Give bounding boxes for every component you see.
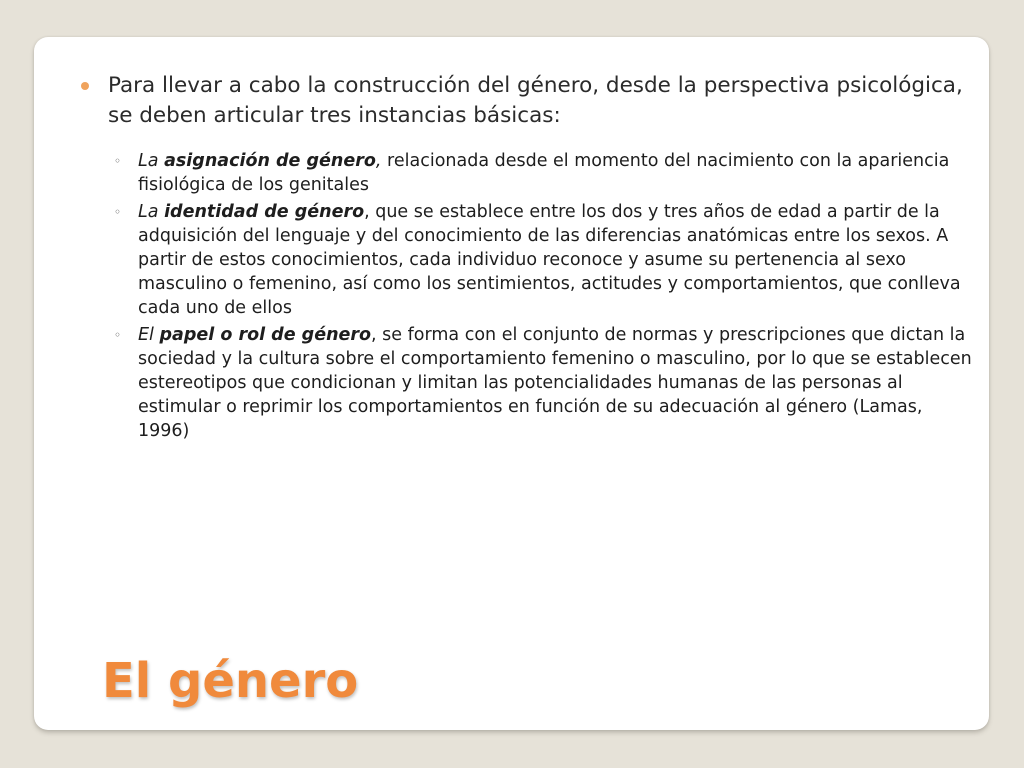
- main-bullet-item: [78, 71, 978, 131]
- slide-card: [34, 37, 989, 730]
- sub-item-term-suffix: ,: [375, 151, 382, 171]
- sub-bullet-list: [78, 149, 978, 443]
- sub-item-text: , que se establece entre los dos y tres años de edad a partir de la adquisición del lenguaje y del conocimiento de las diferencias anatómicas entre los sexos. A partir de estos conocimientos, cada individuo reconoce y asume su pertenencia al sexo masculino o femenino, así como los sentimientos, actitudes y comportamientos, que conlleva cada uno de ellos: [138, 202, 961, 318]
- bullet-dot-icon: [81, 82, 89, 90]
- slide-content: [78, 71, 978, 446]
- sub-bullet-item: [114, 323, 978, 443]
- sub-item-article: La: [138, 151, 159, 171]
- sub-item-text: , se forma con el conjunto de normas y prescripciones que dictan la sociedad y la cultura sobre el comportamiento femenino o masculino, por lo que se establecen estereotipos que condicionan y limitan las potencialidades humanas de las personas al estimular o reprimir los comportamientos en función de su adecuación al género (Lamas, 1996): [138, 325, 972, 441]
- slide-title: El género: [102, 653, 359, 709]
- main-bullet-text: Para llevar a cabo la construcción del género, desde la perspectiva psicológica, se deben articular tres instancias básicas:: [108, 73, 963, 128]
- sub-item-term: papel o rol de género: [159, 325, 372, 345]
- sub-item-term: asignación de género: [164, 151, 376, 171]
- sub-item-text: relacionada desde el momento del nacimiento con la apariencia fisiológica de los genitales: [138, 151, 950, 195]
- sub-bullet-item: [114, 200, 978, 320]
- ring-bullet-icon: ◦: [114, 154, 122, 168]
- ring-bullet-icon: ◦: [114, 205, 122, 219]
- sub-item-term: identidad de género: [164, 202, 365, 222]
- sub-item-article: La: [138, 202, 159, 222]
- ring-bullet-icon: ◦: [114, 328, 122, 342]
- sub-bullet-item: [114, 149, 978, 197]
- sub-item-article: El: [138, 325, 154, 345]
